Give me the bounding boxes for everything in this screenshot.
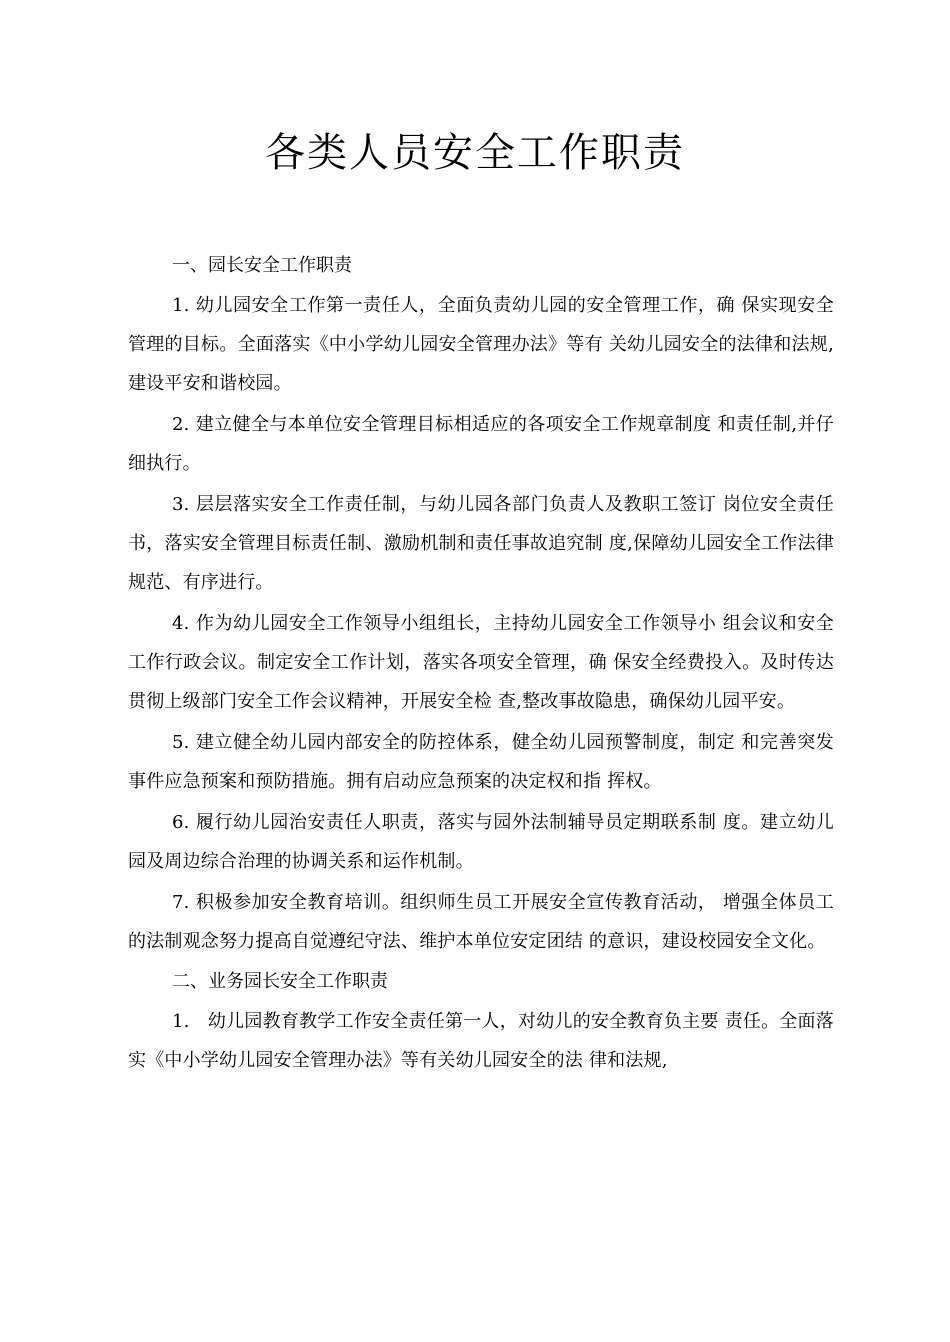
principal-duty-1: 1. 幼儿园安全工作第一责任人，全面负责幼儿园的安全管理工作，确 保实现安全管理的目标。全面落实《中小学幼儿园安全管理办法》等有 关幼儿园安全的法律和法规,建设平安和谐校园。 <box>128 295 834 394</box>
document-body <box>128 247 834 1082</box>
principal-duty-2: 2. 建立健全与本单位安全管理目标相适应的各项安全工作规章制度 和责任制,并仔细执行。 <box>128 414 834 474</box>
principal-duty-3: 3. 层层落实安全工作责任制，与幼儿园各部门负责人及教职工签订 岗位安全责任书，落实安全管理目标责任制、激励机制和责任事故追究制 度,保障幼儿园安全工作法律规范、有序进行。 <box>128 494 834 593</box>
principal-duty-7: 7. 积极参加安全教育培训。组织师生员工开展安全宣传教育活动， 增强全体员工的法制观念努力提高自觉遵纪守法、维护本单位安定团结 的意识，建设校园安全文化。 <box>128 892 834 952</box>
section-heading-vice-principal: 二、业务园长安全工作职责 <box>172 971 388 992</box>
section-heading-principal: 一、园长安全工作职责 <box>172 255 352 276</box>
document-title: 各类人员安全工作职责 <box>265 130 685 176</box>
principal-duty-5: 5. 建立健全幼儿园内部安全的防控体系，健全幼儿园预警制度，制定 和完善突发事件应急预案和预防措施。拥有启动应急预案的决定权和指 挥权。 <box>128 732 834 792</box>
principal-duty-4: 4. 作为幼儿园安全工作领导小组组长，主持幼儿园安全工作领导小 组会议和安全工作行政会议。制定安全工作计划，落实各项安全管理，确 保安全经费投入。及时传达贯彻上级部门安全工作会议精神，开展安全检 查,整改事故隐患，确保幼儿园平安。 <box>128 613 834 712</box>
vice-principal-duty-1: 1. 幼儿园教育教学工作安全责任第一人，对幼儿的安全教育负主要 责任。全面落实《中小学幼儿园安全管理办法》等有关幼儿园安全的法 律和法规, <box>128 1011 834 1071</box>
principal-duty-6: 6. 履行幼儿园治安责任人职责，落实与园外法制辅导员定期联系制 度。建立幼儿园及周边综合治理的协调关系和运作机制。 <box>128 812 834 872</box>
